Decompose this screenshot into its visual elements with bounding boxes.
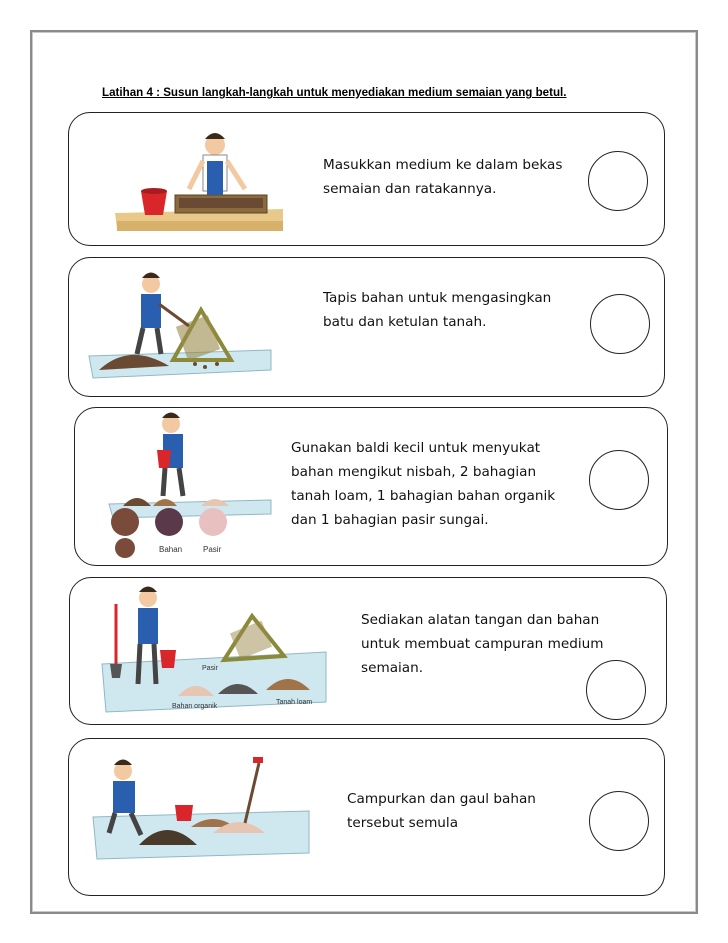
step-5-line: Campurkan dan gaul bahan — [347, 791, 536, 807]
step-4-text — [361, 608, 603, 680]
step-4-label-tanah-loam: Tanah loam — [276, 699, 313, 706]
step-3-illustration — [105, 410, 275, 560]
step-2-line: Tapis bahan untuk mengasingkan — [323, 290, 552, 306]
step-3-line: Gunakan baldi kecil untuk menyukat — [291, 440, 541, 456]
step-3-label-pasir: Pasir — [203, 545, 222, 554]
step-card-4 — [69, 577, 667, 725]
order-answer-circle[interactable] — [586, 660, 646, 720]
step-card-3 — [74, 407, 668, 566]
step-1-illustration — [107, 125, 287, 237]
order-answer-circle[interactable] — [590, 294, 650, 354]
step-4-line: semaian. — [361, 660, 424, 676]
step-4-label-pasir: Pasir — [202, 665, 218, 672]
step-1-line: semaian dan ratakannya. — [323, 181, 497, 197]
step-4-line: Sediakan alatan tangan dan bahan — [361, 612, 600, 628]
step-1-text — [323, 153, 562, 201]
step-4-illustration — [98, 584, 330, 716]
order-answer-circle[interactable] — [588, 151, 648, 211]
step-card-2 — [68, 257, 665, 397]
order-answer-circle[interactable] — [589, 450, 649, 510]
step-card-1 — [68, 112, 665, 246]
step-3-line: bahan mengikut nisbah, 2 bahagian — [291, 464, 537, 480]
step-1-line: Masukkan medium ke dalam bekas — [323, 157, 563, 173]
step-2-text — [323, 286, 551, 334]
step-3-label-bahan: Bahan — [159, 545, 183, 554]
order-answer-circle[interactable] — [589, 791, 649, 851]
step-5-text — [347, 787, 536, 835]
step-5-illustration — [87, 755, 315, 861]
step-4-label-bahan-organik: Bahan organik — [172, 703, 218, 710]
step-3-line: tanah loam, 1 bahagian bahan organik — [291, 488, 556, 504]
step-2-line: batu dan ketulan tanah. — [323, 314, 487, 330]
step-3-text — [291, 436, 555, 532]
step-5-line: tersebut semula — [347, 815, 459, 831]
step-3-line: dan 1 bahagian pasir sungai. — [291, 512, 489, 528]
step-card-5 — [68, 738, 665, 896]
exercise-title: Latihan 4 : Susun langkah-langkah untuk menyediakan medium semaian yang betul. — [102, 86, 567, 99]
step-4-line: untuk membuat campuran medium — [361, 636, 604, 652]
step-2-illustration — [85, 264, 275, 389]
